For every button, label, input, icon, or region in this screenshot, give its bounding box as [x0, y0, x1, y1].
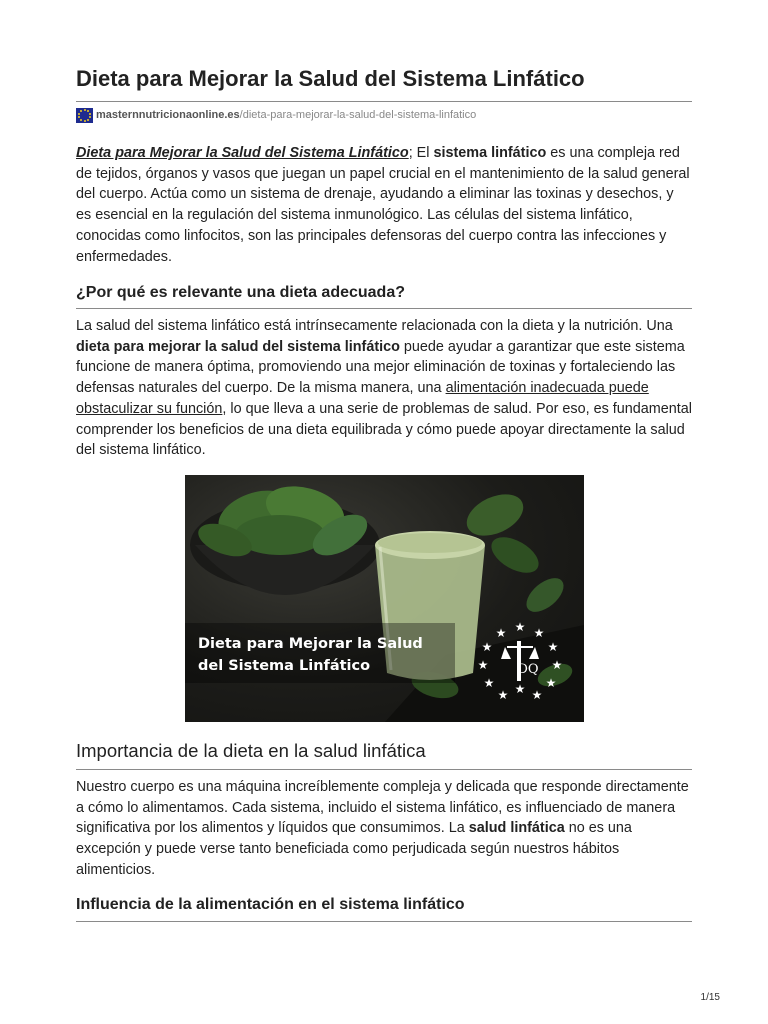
relevance-paragraph	[76, 316, 692, 461]
intro-bold-term: sistema linfático	[433, 145, 547, 161]
relevance-text-3: , lo que lleva a una serie de problemas de salud. Por eso, es fundamental comprender los beneficios de una dieta equilibrada y cómo puede apoyar directamente la salud del sistema linfático.	[76, 400, 692, 459]
section-heading-relevance: ¿Por qué es relevante una dieta adecuada?	[76, 284, 405, 301]
source-path: /dieta-para-mejorar-la-salud-del-sistema-linfatico	[239, 109, 477, 121]
relevance-bold-term: dieta para mejorar la salud del sistema linfático	[76, 338, 400, 355]
section-heading-importance: Importancia de la dieta en la salud linfática	[76, 740, 426, 761]
svg-text:★: ★	[495, 626, 507, 640]
svg-text:★: ★	[477, 658, 489, 672]
svg-text:★: ★	[531, 688, 543, 702]
importance-bold-term: salud linfática	[468, 820, 565, 837]
article-title: Dieta para Mejorar la Salud del Sistema Linfático	[76, 66, 585, 91]
eu-flag-icon	[76, 108, 93, 123]
leaf	[485, 530, 544, 580]
intro-paragraph	[76, 143, 692, 267]
leaf	[520, 572, 569, 619]
title-divider	[76, 101, 692, 102]
source-url[interactable]	[76, 106, 476, 124]
importance-paragraph	[76, 777, 692, 881]
relevance-text-2: puede ayudar a garantizar que este sistema funcione de manera óptima, promoviendo una mejor eliminación de toxinas y fortaleciendo las defensas naturales del cuerpo. De la misma manera, una	[76, 338, 685, 397]
intro-text-2: es una compleja red de tejidos, órganos y vasos que juegan un papel crucial en el mantenimiento de la salud general del cuerpo. Actúa como un sistema de drenaje, ayudando a eliminar las toxinas y desechos, y es esencial en la regulación del sistema inmunológico. Las células del sistema linfático, conocidas como linfocitos, son las principales defensoras del cuerpo contra las infecciones y enfermedades.	[76, 145, 690, 265]
svg-text:★: ★	[514, 682, 526, 696]
relevance-text-1: La salud del sistema linfático está intrínsecamente relacionada con la dieta y la nutrición. Una	[76, 318, 673, 334]
importance-text-2: no es una excepción y puede verse tanto beneficiada como perjudicada según nuestros hábitos alimenticios.	[76, 820, 632, 878]
inadequate-diet-link[interactable]: alimentación inadecuada puede obstaculizar su función	[76, 380, 649, 417]
hero-caption-line-1: Dieta para Mejorar la Salud	[198, 636, 423, 652]
smoothie-foam	[378, 533, 482, 553]
importance-text-1: Nuestro cuerpo es una máquina increíblemente compleja y delicada que responde directamente a cómo lo alimentamos. Cada sistema, incluido el sistema linfático, es influenciado de manera significativa por los alimentos y líquidos que consumimos. La	[76, 779, 689, 837]
leaf	[460, 486, 530, 544]
hero-caption-line-2: del Sistema Linfático	[198, 658, 371, 674]
svg-text:★: ★	[547, 640, 559, 654]
svg-text:★: ★	[514, 620, 526, 634]
section-divider-1	[76, 308, 692, 309]
section-divider-2	[76, 769, 692, 770]
hero-caption	[198, 633, 438, 677]
intro-title-link[interactable]: Dieta para Mejorar la Salud del Sistema Linfático	[76, 145, 409, 161]
source-domain: masternnutricionaonline.es	[96, 109, 240, 121]
logo-letters: DQ	[517, 662, 539, 677]
section-divider-3	[76, 921, 692, 922]
hero-illustration	[185, 475, 584, 722]
section-heading-influence: Influencia de la alimentación en el sistema linfático	[76, 896, 465, 913]
svg-text:★: ★	[551, 658, 563, 672]
intro-text-1: ; El	[408, 145, 434, 161]
svg-text:★: ★	[497, 688, 509, 702]
svg-text:★: ★	[545, 676, 557, 690]
svg-text:★: ★	[533, 626, 545, 640]
page-number: 1/15	[700, 992, 720, 1003]
svg-text:★: ★	[481, 640, 493, 654]
hero-image	[185, 475, 584, 722]
svg-text:★: ★	[483, 676, 495, 690]
